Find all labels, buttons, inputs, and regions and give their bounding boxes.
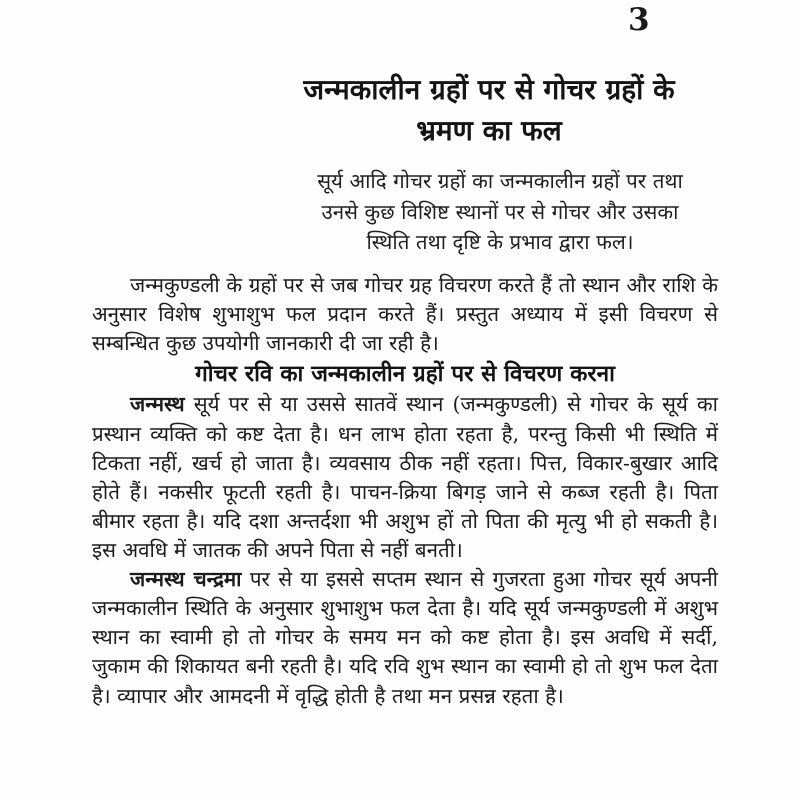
paragraph-intro: जन्मकुण्डली के ग्रहों पर से जब गोचर ग्रह विचरण करते हैं तो स्थान और राशि के अनुसार विशेष शुभाशुभ फल प्रदान करते हैं। प्रस्तुत अध्याय में इसी विचरण से सम्बन्धित कुछ उपयोगी जानकारी दी जा रही है। — [92, 273, 718, 356]
chapter-heading-line-2: भ्रमण का फल — [416, 113, 562, 147]
chapter-abstract — [212, 166, 788, 257]
abstract-line: सूर्य आदि गोचर ग्रहों का जन्मकालीन ग्रहों पर तथा — [317, 169, 683, 194]
paragraph-body-text: सूर्य पर से या उससे सातवें स्थान (जन्मकुण्डली) से गोचर के सूर्य का प्रस्थान व्यक्ति को कष्ट देता है। धन लाभ होता रहता है, परन्तु किसी भी स्थिति में टिकता नहीं, खर्च हो जाता है। व्यवसाय ठीक नहीं रहता। पित्त, विकार-बुखार आदि होते हैं। नकसीर फूटती रहती है। पाचन-क्रिया बिगड़ जाने से कब्ज रहती है। पिता बीमार रहता है। यदि दशा अन्तर्दशा भी अशुभ हों तो पिता की मृत्यु भी हो सकती है। इस अवधि में जातक की अपने पिता से नहीं बनती। — [92, 392, 718, 562]
section-heading: गोचर रवि का जन्मकालीन ग्रहों पर से विचरण करना — [195, 360, 615, 387]
abstract-line: उनसे कुछ विशिष्ट स्थानों पर से गोचर और उसका — [321, 199, 679, 224]
paragraph-lead-word: जन्मस्थ — [130, 392, 185, 417]
page-number: 3 — [628, 2, 651, 38]
abstract-line: स्थिति तथा दृष्टि के प्रभाव द्वारा फल। — [366, 229, 634, 254]
paragraph-body-text: पर से या इससे सप्तम स्थान से गुजरता हुआ गोचर सूर्य अपनी जन्मकालीन स्थिति के अनुसार शुभाशुभ फल देता है। यदि सूर्य जन्मकुण्डली में अशुभ स्थान का स्वामी हो तो गोचर के समय मन को कष्ट होता है। इस अवधि में सर्दी, जुकाम की शिकायत बनी रहती है। यदि रवि शुभ स्थान का स्वामी हो तो शुभ फल देता है। व्यापार और आमदनी में वृद्धि होती है तथा मन प्रसन्न रहता है। — [92, 567, 718, 708]
chapter-heading-line-1: जन्मकालीन ग्रहों पर से गोचर ग्रहों के — [303, 73, 675, 106]
paragraph-sun-transit — [92, 390, 718, 565]
body-text-column — [92, 271, 718, 710]
chapter-heading — [188, 0, 790, 151]
paragraph-lead-word: जन्मस्थ चन्द्रमा — [130, 567, 242, 592]
paragraph-moon-transit — [92, 565, 718, 711]
